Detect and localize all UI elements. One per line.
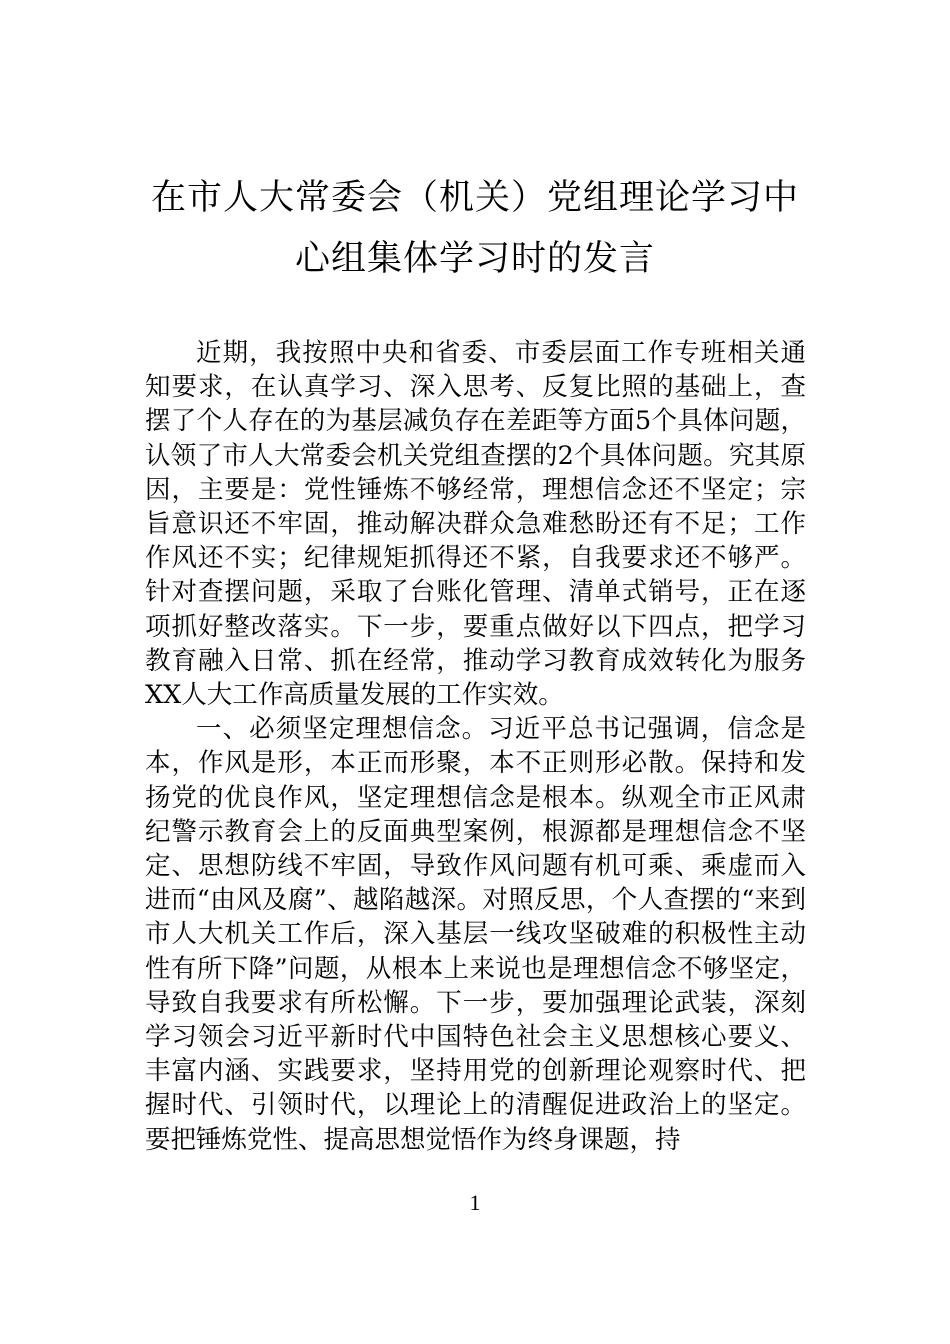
paragraph-intro: 近期，我按照中央和省委、市委层面工作专班相关通知要求，在认真学习、深入思考、反复比照的基础上，查摆了个人存在的为基层减负存在差距等方面5个具体问题，认领了市人大常委会机关党组查摆的2个具体问题。究其原因，主要是：党性锤炼不够经常，理想信念还不坚定；宗旨意识还不牢固，推动解决群众急难愁盼还有不足；工作作风还不实；纪律规矩抓得还不紧，自我要求还不够严。针对查摆问题，采取了台账化管理、清单式销号，正在逐项抓好整改落实。下一步，要重点做好以下四点，把学习教育融入日常、抓在经常，推动学习教育成效转化为服务XX人大工作高质量发展的工作实效。: [145, 338, 806, 711]
page-number: 1: [469, 1190, 481, 1215]
title-line-2: 心组集体学习时的发言: [294, 239, 655, 279]
document-title: [130, 168, 820, 290]
document-body: [145, 336, 806, 1157]
paragraph-section-1: 一、必须坚定理想信念。习近平总书记强调，信念是本，作风是形，本正而形聚，本不正则形必散。保持和发扬党的优良作风，坚定理想信念是根本。纵观全市正风肃纪警示教育会上的反面典型案例，根源都是理想信念不坚定、思想防线不牢固，导致作风问题有机可乘、乘虚而入进而“由风及腐”、越陷越深。对照反思，个人查摆的“来到市人大机关工作后，深入基层一线攻坚破难的积极性主动性有所下降”问题，从根本上来说也是理想信念不够坚定，导致自我要求有所松懈。下一步，要加强理论武装，深刻学习领会习近平新时代中国特色社会主义思想核心要义、丰富内涵、实践要求，坚持用党的创新理论观察时代、把握时代、引领时代，以理论上的清醒促进政治上的坚定。要把锤炼党性、提高思想觉悟作为终身课题，持: [145, 714, 806, 1155]
title-line-1: 在市人大常委会（机关）党组理论学习中: [150, 178, 799, 218]
